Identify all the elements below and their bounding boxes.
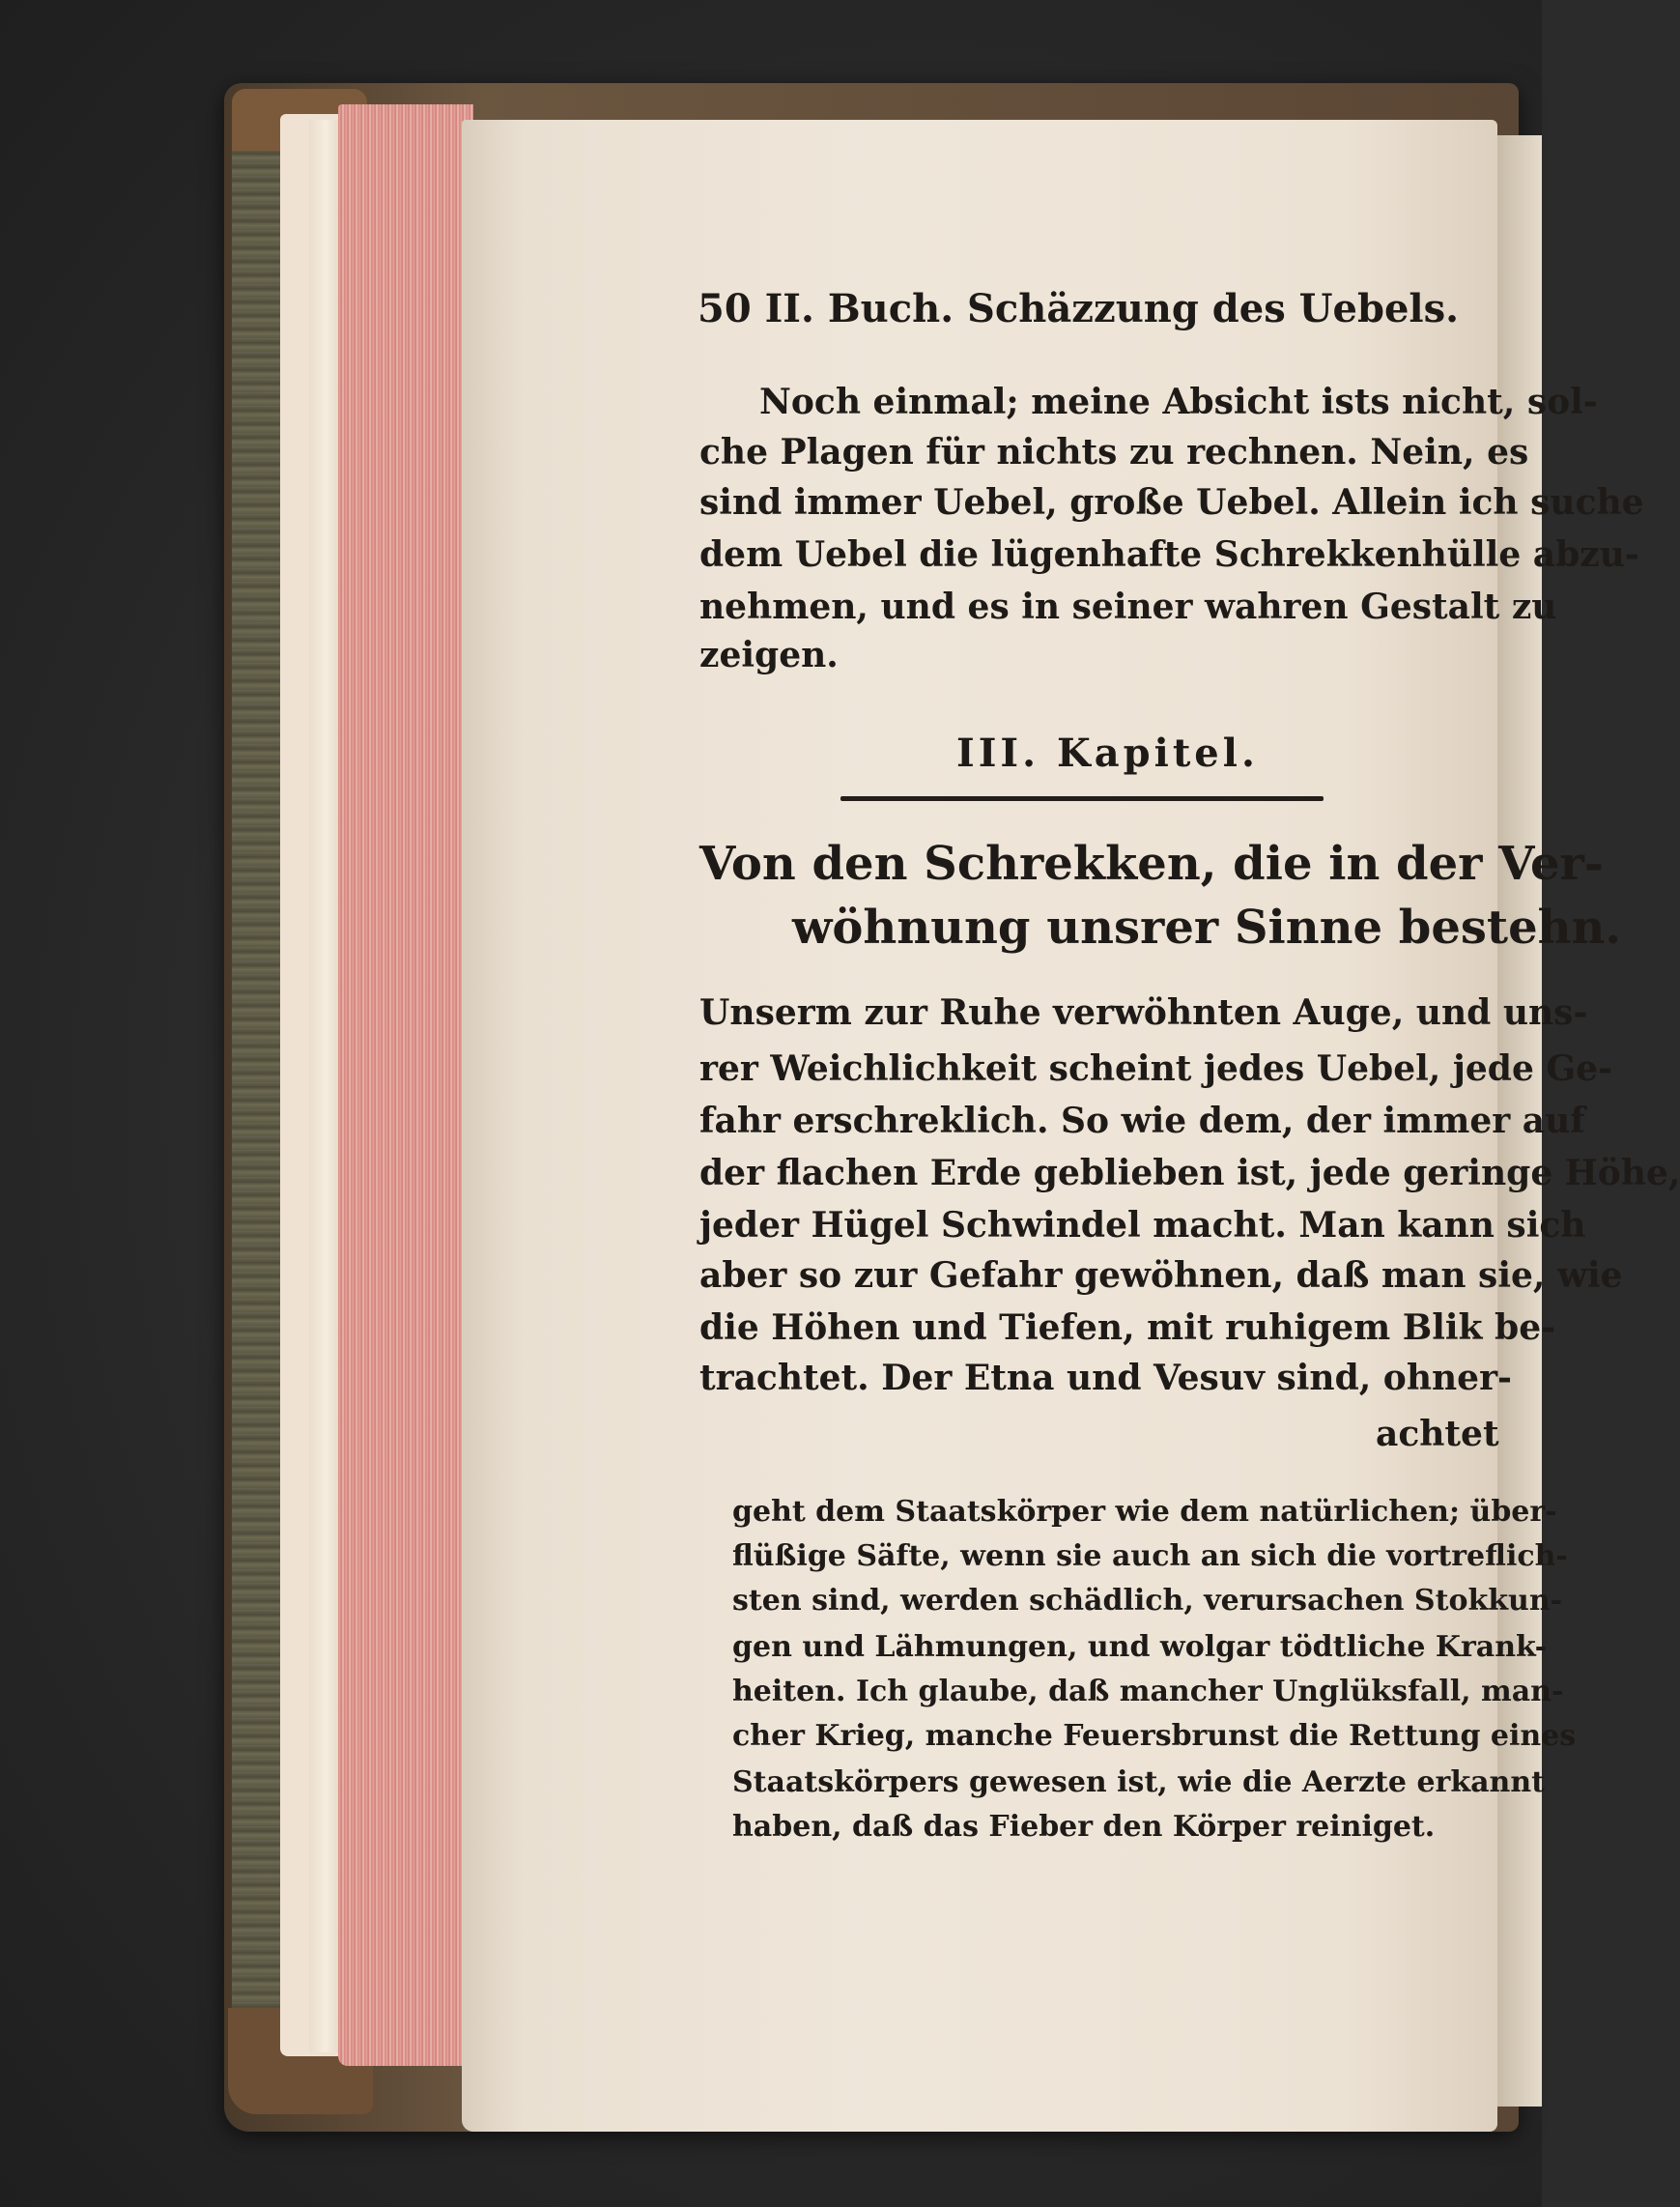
footnote-line: geht dem Staatskörper wie dem natürlichen; über-	[732, 1495, 1557, 1529]
paragraph-line: rer Weichlichkeit scheint jedes Uebel, jede Ge-	[699, 1048, 1612, 1089]
paragraph-line: trachtet. Der Etna und Vesuv sind, ohner-	[699, 1358, 1512, 1398]
footnote-line: flüßige Säfte, wenn sie auch an sich die vortreflich-	[732, 1539, 1568, 1573]
paragraph-line: Noch einmal; meine Absicht ists nicht, sol-	[759, 382, 1598, 422]
footnote-line: cher Krieg, manche Feuersbrunst die Rettung eines	[732, 1719, 1577, 1753]
paragraph-line: die Höhen und Tiefen, mit ruhigem Blik be-	[699, 1307, 1556, 1348]
chapter-label: III. Kapitel.	[956, 731, 1259, 776]
paragraph-line: Unserm zur Ruhe verwöhnten Auge, und uns-	[699, 992, 1588, 1033]
footnote-line: gen und Lähmungen, und wolgar tödtliche Krank-	[732, 1630, 1548, 1664]
footnote-line: Staatskörpers gewesen ist, wie die Aerzte erkannt	[732, 1765, 1546, 1799]
paragraph-line: che Plagen für nichts zu rechnen. Nein, es	[699, 432, 1529, 473]
leaf-edge	[309, 120, 342, 2052]
paragraph-line: jeder Hügel Schwindel macht. Man kann sich	[699, 1205, 1586, 1246]
paragraph-line: der flachen Erde geblieben ist, jede geringe Höhe,	[699, 1153, 1680, 1193]
paragraph-line: zeigen.	[699, 635, 839, 675]
running-head: 50 II. Buch. Schäzzung des Uebels.	[698, 286, 1460, 331]
chapter-title-line: wöhnung unsrer Sinne bestehn.	[792, 901, 1622, 955]
red-page-edges	[338, 104, 473, 2066]
footnote-line: heiten. Ich glaube, daß mancher Unglüksfall, man-	[732, 1675, 1564, 1708]
paragraph-line: dem Uebel die lügenhafte Schrekkenhülle abzu-	[699, 534, 1639, 575]
footnote-line: sten sind, werden schädlich, verursachen Stokkun-	[732, 1584, 1563, 1618]
paragraph-line: aber so zur Gefahr gewöhnen, daß man sie, wie	[699, 1255, 1623, 1296]
paragraph-line: sind immer Uebel, große Uebel. Allein ich suche	[699, 482, 1644, 523]
footnote-line: haben, daß das Fieber den Körper reiniget.	[732, 1810, 1436, 1844]
catchword: achtet	[1376, 1414, 1499, 1454]
chapter-divider	[840, 796, 1324, 801]
paragraph-line: fahr erschreklich. So wie dem, der immer auf	[699, 1101, 1585, 1141]
paragraph-line: nehmen, und es in seiner wahren Gestalt zu	[699, 587, 1557, 627]
chapter-title-line: Von den Schrekken, die in der Ver-	[699, 837, 1604, 891]
